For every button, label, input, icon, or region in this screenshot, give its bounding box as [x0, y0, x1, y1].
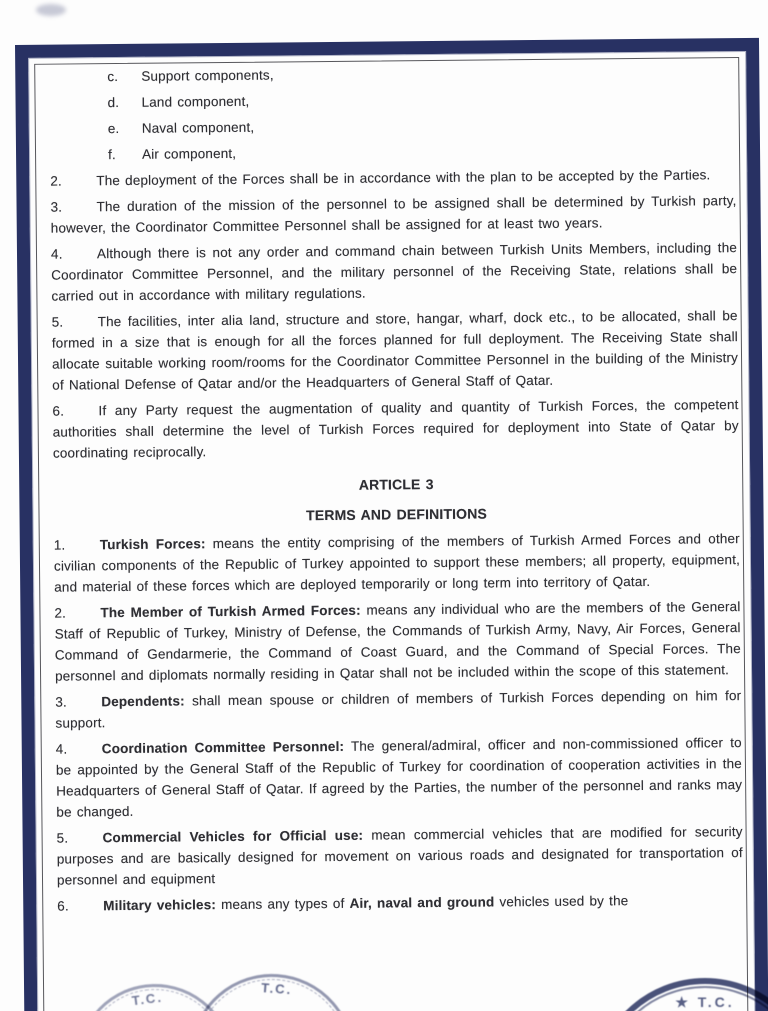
definition-text: vehicles used by the: [499, 893, 629, 910]
article-title: ARTICLE 3: [358, 476, 434, 493]
definition-text: mean commercial vehicles that are modified for security purposes and are basically designed for movement on various roads and designated for transportation of personnel and equipment: [56, 824, 743, 888]
paragraph: [52, 305, 739, 396]
definition-paragraph: [57, 889, 743, 917]
paragraph-number: 3.: [50, 199, 63, 215]
list-item-text: Land component,: [141, 93, 250, 110]
paragraph-text: The facilities, inter alia land, structure and store, hangar, wharf, dock etc., to be allocated, shall be formed in a size that is enough for all the forces planned for full deployment. The Receiving State shall allocate suitable working room/rooms for the Coordinator Committee Personnel in the building of the Ministry of National Defense of Qatar and/or the Headquarters of General Staff of Qatar.: [51, 308, 739, 393]
ink-smudge: [36, 4, 66, 16]
definition-term: Coordination Committee Personnel:: [101, 738, 345, 757]
definition-text: The general/admiral, officer and non-commissioned officer to be appointed by the General Staff of the Republic of Turkey for coordination of cooperation activities in the Headquarters of General Staff of Qatar. If agreed by the Parties, the number of the personnel and ranks may be changed.: [55, 735, 743, 820]
definition-term: Military vehicles:: [103, 897, 217, 914]
list-item-text: Naval component,: [141, 119, 255, 136]
paragraph-number: 1.: [53, 537, 66, 553]
list-item: [108, 112, 736, 139]
list-item-text: Air component,: [141, 145, 237, 162]
article-subtitle: TERMS AND DEFINITIONS: [306, 505, 488, 524]
definition-text: means any individual who are the members of the General Staff of Republic of Turkey, Ministry of Defense, the Commands of Turkish Army, Navy, Air Forces, General Command of Gendarmerie, the Command of Coast Guard, and the Command of Special Forces. The personnel and diplomats normally residing in Qatar shall not be included within the scope of this statement.: [54, 599, 741, 684]
definition-paragraph: [54, 596, 741, 687]
definition-term: Dependents:: [101, 693, 185, 710]
paragraph-number: 6.: [57, 898, 69, 914]
stamp-tc-label: T.C.: [130, 989, 164, 1009]
paragraph-number: 2.: [50, 173, 62, 189]
definition-term: Commercial Vehicles for Official use:: [102, 827, 364, 846]
definition-text: means any types of: [221, 895, 345, 913]
definition-term: The Member of Turkish Armed Forces:: [100, 602, 361, 621]
definition-text: means the entity comprising of the members of Turkish Armed Forces and other civilian components of the Republic of Turkey appointed to support these members; all property, equipment, and material of these forces which are deployed temporarily or long term into territory of Qatar.: [53, 531, 741, 595]
definition-paragraph: [57, 821, 744, 891]
list-item-label: d.: [107, 95, 120, 111]
definition-paragraph: [56, 732, 743, 823]
document-content: [49, 60, 743, 922]
list-item-label: c.: [107, 69, 119, 85]
definition-text: shall mean spouse or children of members of Turkish Forces depending on him for support.: [55, 688, 742, 731]
paragraph-number: 6.: [52, 403, 65, 419]
list-item: [108, 138, 736, 165]
list-item-label: e.: [107, 121, 120, 137]
paragraph: [51, 237, 738, 307]
definition-term: Turkish Forces:: [99, 536, 206, 553]
stamp-tc-label: T.C.: [260, 980, 293, 998]
paragraph-number: 4.: [50, 246, 63, 262]
paragraph: [50, 164, 736, 192]
paragraph: [52, 394, 739, 464]
component-list: [107, 60, 736, 165]
list-item-text: Support components,: [141, 67, 274, 84]
paragraph-text: The duration of the mission of the personnel to be assigned shall be determined by Turkish party, however, the Coordinator Committee Personnel shall be assigned for at least two years.: [50, 193, 737, 236]
paragraph: [50, 190, 736, 239]
paragraph-text: The deployment of the Forces shall be in accordance with the plan to be accepted by the Parties.: [96, 167, 711, 189]
paragraph-number: 4.: [55, 741, 68, 757]
paragraph-text: If any Party request the augmentation of quality and quantity of Turkish Forces, the competent authorities shall determine the level of Turkish Forces required for deployment into State of Qatar by coordinating reciprocally.: [52, 397, 739, 461]
stamp-star-tc-label: ★ T.C.: [675, 994, 735, 1010]
definition-text-bold: Air, naval and ground: [349, 894, 495, 911]
paragraph-text: Although there is not any order and command chain between Turkish Units Members, including the Coordinator Committee Personnel, and the military personnel of the Receiving State, relations shall be carried out in accordance with military regulations.: [51, 240, 738, 304]
page-border-frame: [15, 38, 768, 1011]
definition-paragraph: [55, 685, 741, 734]
definition-paragraph: [54, 528, 741, 598]
circular-ink-stamp-right: [593, 978, 768, 1011]
article-headings: [53, 471, 739, 529]
paragraph-number: 5.: [56, 830, 69, 846]
paragraph-number: 5.: [51, 314, 64, 330]
paragraph-number: 2.: [54, 605, 67, 621]
list-item: [107, 86, 735, 113]
paragraph-number: 3.: [55, 694, 67, 710]
list-item-label: f.: [107, 147, 116, 163]
